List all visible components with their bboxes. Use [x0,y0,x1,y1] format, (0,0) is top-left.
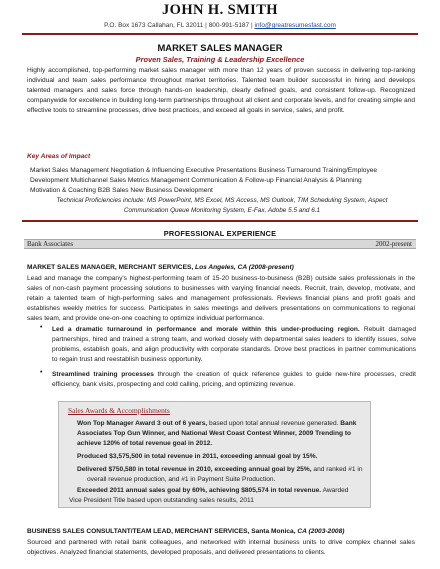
award-line [69,496,357,506]
award-bold: Trending to [315,430,352,437]
award-text: based upon total annual revenue generated. [209,420,339,427]
areas-heading: Key Areas of Impact [27,153,91,160]
company-name: Bank Associates [27,240,74,248]
award-line [77,486,365,496]
role-description: Lead and manage the company's highest-performing team of 15-20 business-to-business (B2B) outside sales professionals in the sales of non-cash payment processing solutions to businesses with varying financial needs. Recruit, train, develop, motivate, and retain a talented team of high-performing sales and management professionals. Reviews financial plans and profit goals and establishes weekly metrics for success. Participates in sales meetings and delivers presentations on communications to regional sales team, and provide one-on-one coaching to optimize individual performance. [27,275,415,322]
role-location: Los Angeles, CA (2008-present) [195,264,294,271]
award-line [87,475,375,485]
email-link[interactable]: info@greatresumesfast.com [254,22,336,29]
bullet-lead: Led a dramatic turnaround in performance and morale within this under-producing region. [52,326,360,333]
award-line [77,429,365,439]
areas-line: Motivation & Coaching B2B Sales New Business Development [30,187,213,194]
address: P.O. Box 1673 Callahan, FL 32011 [104,22,204,29]
section-divider [22,220,418,222]
role-years: CA (2003-2008) [297,528,345,535]
areas-list [30,166,410,196]
company-bar [24,239,416,249]
award-line [77,419,365,429]
areas-line: Market Sales Management Negotiation & Influencing Executive Presentations Business Turnaround Training/Employee [30,167,378,174]
award-bold: Bank [340,420,357,427]
role-title-text: BUSINESS SALES CONSULTANT/TEAM LEAD, MERCHANT SERVICES, Santa Monica, [27,528,296,535]
bullet-icon: • [40,324,43,331]
profile-summary: Highly accomplished, top-performing market sales manager with more than 12 years of proven success in delivering top-ranking individual and team sales performance throughout market territories. Talented team builder successful in hiring and develops talented managers and sales force through hands-on leadership, clearly defined goals, and consistent follow-up. Recognized companywide for excellence in building long-term partnerships throughout all client and corporate levels, and for creating simple and effective tools to streamline processes, drive best practices, and exceed all goals in service, sales, and profit. [27,67,415,114]
award-bold: Produced $3,575,500 in total revenue in 2011, exceeding annual goal by 15%. [77,453,318,460]
tech-line: Communication Queue Monitoring System, E-Fax, Adobe 5.5 and 6.1 [123,207,321,214]
tech-line: Technical Proficiencies include: MS PowerPoint, MS Excel, MS Access, MS Outlook, TIM Scheduling System, Aspect [56,197,388,204]
award-line [77,439,365,449]
company-dates: 2002-present [375,240,412,248]
role-title [27,264,294,271]
award-text: Vice President Title based upon outstanding sales results, 2011 [69,497,254,504]
contact-separator: | [250,22,253,29]
award-bold: achieve 120% of total revenue goal in 2012. [77,440,213,447]
phone: 800-991-5187 [208,22,250,29]
profile-tagline: Proven Sales, Training & Leadership Excellence [135,55,305,64]
bullet-lead: Streamlined training processes [52,371,154,378]
technical-proficiencies [30,196,414,216]
candidate-name: JOHN H. SMITH [162,2,278,18]
areas-line: Development Multichannel Sales Metrics Management Communication & Follow-up Financial Analysis & Planning [30,177,362,184]
award-line [77,452,365,462]
bullet-text: Rebuilt damaged partnerships, hired and trained a strong team, and worked closely with departmental sales leaders to identify issues, solve problems, establish goals, and align productivity with corporate standards. Drove best practices in partner communications to regain trust and reestablish business opportunity. [52,326,416,363]
bullet-icon: • [40,369,43,376]
award-bold: Delivered $750,580 in total revenue in 2010, exceeding annual goal by 25%, [77,466,312,473]
bullet-text: through the creation of quick reference guides to guide new-hire processes, credit efficiency, bank visits, prospecting and cold calling, pricing, and optimizing revenue. [52,371,416,388]
awards-title: Sales Awards & Accomplishments [68,406,170,415]
award-text: overall revenue production, and #1 in Payment Suite Production. [87,476,276,483]
role-title [27,528,344,535]
profile-title: MARKET SALES MANAGER [157,42,283,53]
award-bold: Associates Top Gun Winner, and National West Coast Contest Winner, 2009 [77,430,314,437]
award-text: and ranked #1 in [313,466,363,473]
contact-separator: | [205,22,207,29]
achievement-bullet [52,325,416,365]
role-description: Sourced and partnered with retail bank colleagues, and networked with internal business units to drive complex channel sales objectives. Analyzed financial statements, developed proposals, and delivered presentations to clients. [27,539,415,556]
award-text: Awarded [322,487,349,494]
header-divider [22,33,418,35]
achievement-bullet [52,370,416,390]
role-title-text: MARKET SALES MANAGER, MERCHANT SERVICES, [27,264,194,271]
contact-line [0,22,440,29]
awards-box [58,401,371,508]
experience-heading: PROFESSIONAL EXPERIENCE [163,229,277,238]
award-line [77,465,365,475]
award-bold: Exceeded 2011 annual sales goal by 60%, achieving $805,574 in total revenue. [77,487,322,494]
award-bold: Won Top Manager Award 3 out of 6 years, [77,420,208,427]
